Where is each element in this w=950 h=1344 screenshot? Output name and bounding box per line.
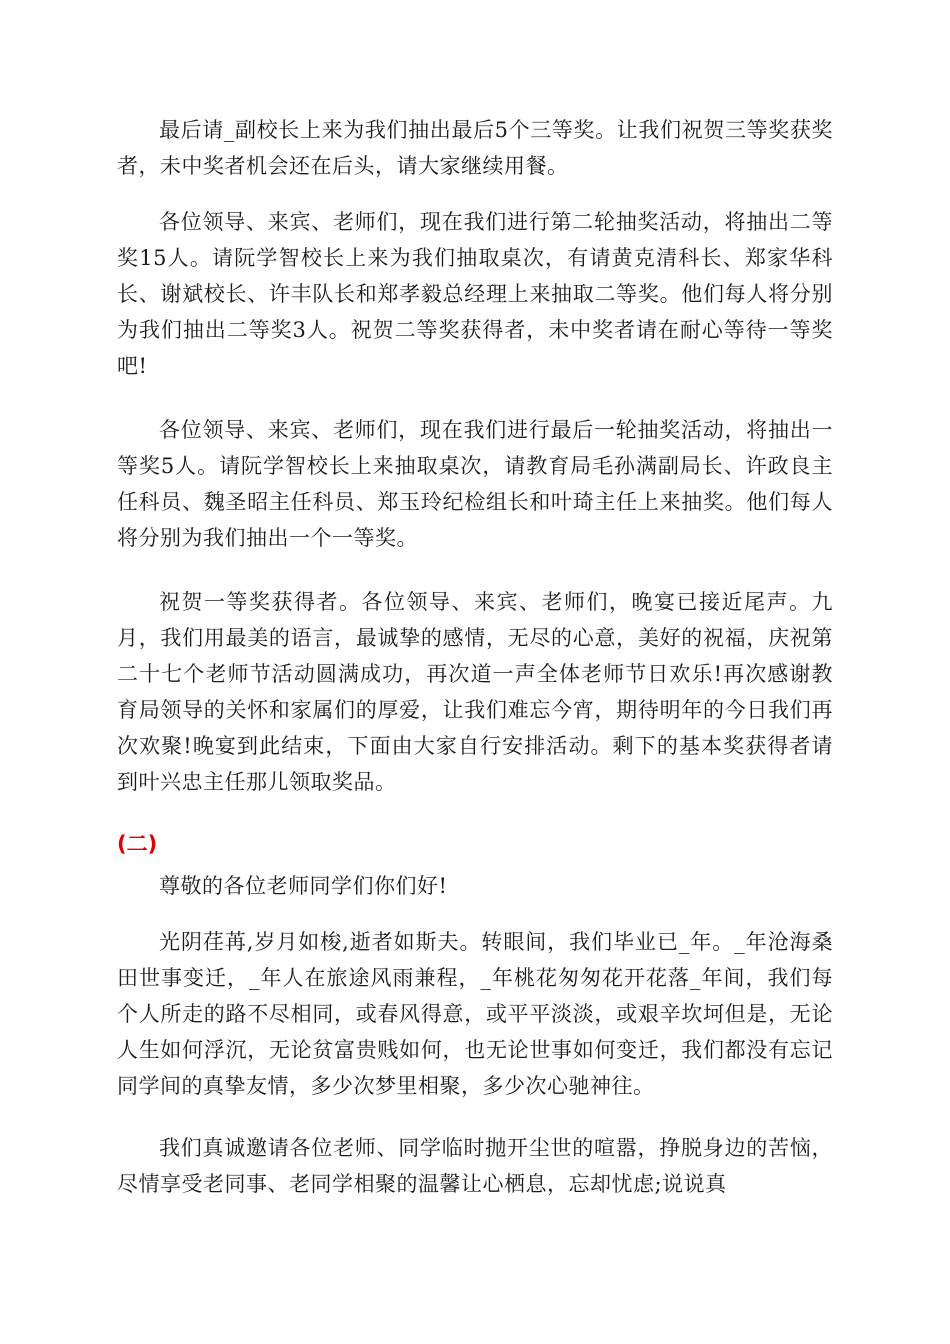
paragraph-invitation: 我们真诚邀请各位老师、同学临时抛开尘世的喧嚣，挣脱身边的苦恼，尽情享受老同事、老同学相聚的温馨让心栖息，忘却忧虑;说说真	[117, 1136, 833, 1196]
section-heading: (二)	[117, 832, 158, 856]
paragraph-reflection: 光阴荏苒,岁月如梭,逝者如斯夫。转眼间，我们毕业已_年。_年沧海桑田世事变迁，_年人在旅途风雨兼程，_年桃花匆匆花开花落_年间，我们每个人所走的路不尽相同，或春风得意，或平平淡淡，或艰辛坎坷但是，无论人生如何浮沉，无论贫富贵贱如何，也无论世事如何变迁，我们都没有忘记同学间的真挚友情，多少次梦里相聚，多少次心驰神往。	[117, 930, 833, 1098]
paragraph-closing: 祝贺一等奖获得者。各位领导、来宾、老师们，晚宴已接近尾声。九月，我们用最美的语言，最诚挚的感情，无尽的心意，美好的祝福，庆祝第二十七个老师节活动圆满成功，再次道一声全体老师节日欢乐!再次感谢教育局领导的关怀和家属们的厚爱，让我们难忘今宵，期待明年的今日我们再次欢聚!晚宴到此结束，下面由大家自行安排活动。剩下的基本奖获得者请到叶兴忠主任那儿领取奖品。	[117, 590, 833, 794]
paragraph-greeting: 尊敬的各位老师同学们你们好!	[159, 874, 448, 898]
paragraph-third-prize: 最后请_副校长上来为我们抽出最后5个三等奖。让我们祝贺三等奖获奖者，未中奖者机会还在后头，请大家继续用餐。	[117, 118, 833, 178]
paragraph-first-prize: 各位领导、来宾、老师们，现在我们进行最后一轮抽奖活动，将抽出一等奖5人。请阮学智校长上来抽取桌次，请教育局毛孙满副局长、许政良主任科员、魏圣昭主任科员、郑玉玲纪检组长和叶琦主任上来抽奖。他们每人将分别为我们抽出一个一等奖。	[117, 418, 833, 550]
paragraph-second-prize: 各位领导、来宾、老师们，现在我们进行第二轮抽奖活动，将抽出二等奖15人。请阮学智校长上来为我们抽取桌次，有请黄克清科长、郑家华科长、谢斌校长、许丰队长和郑孝毅总经理上来抽取二等奖。他们每人将分别为我们抽出二等奖3人。祝贺二等奖获得者，未中奖者请在耐心等待一等奖吧!	[117, 210, 833, 378]
